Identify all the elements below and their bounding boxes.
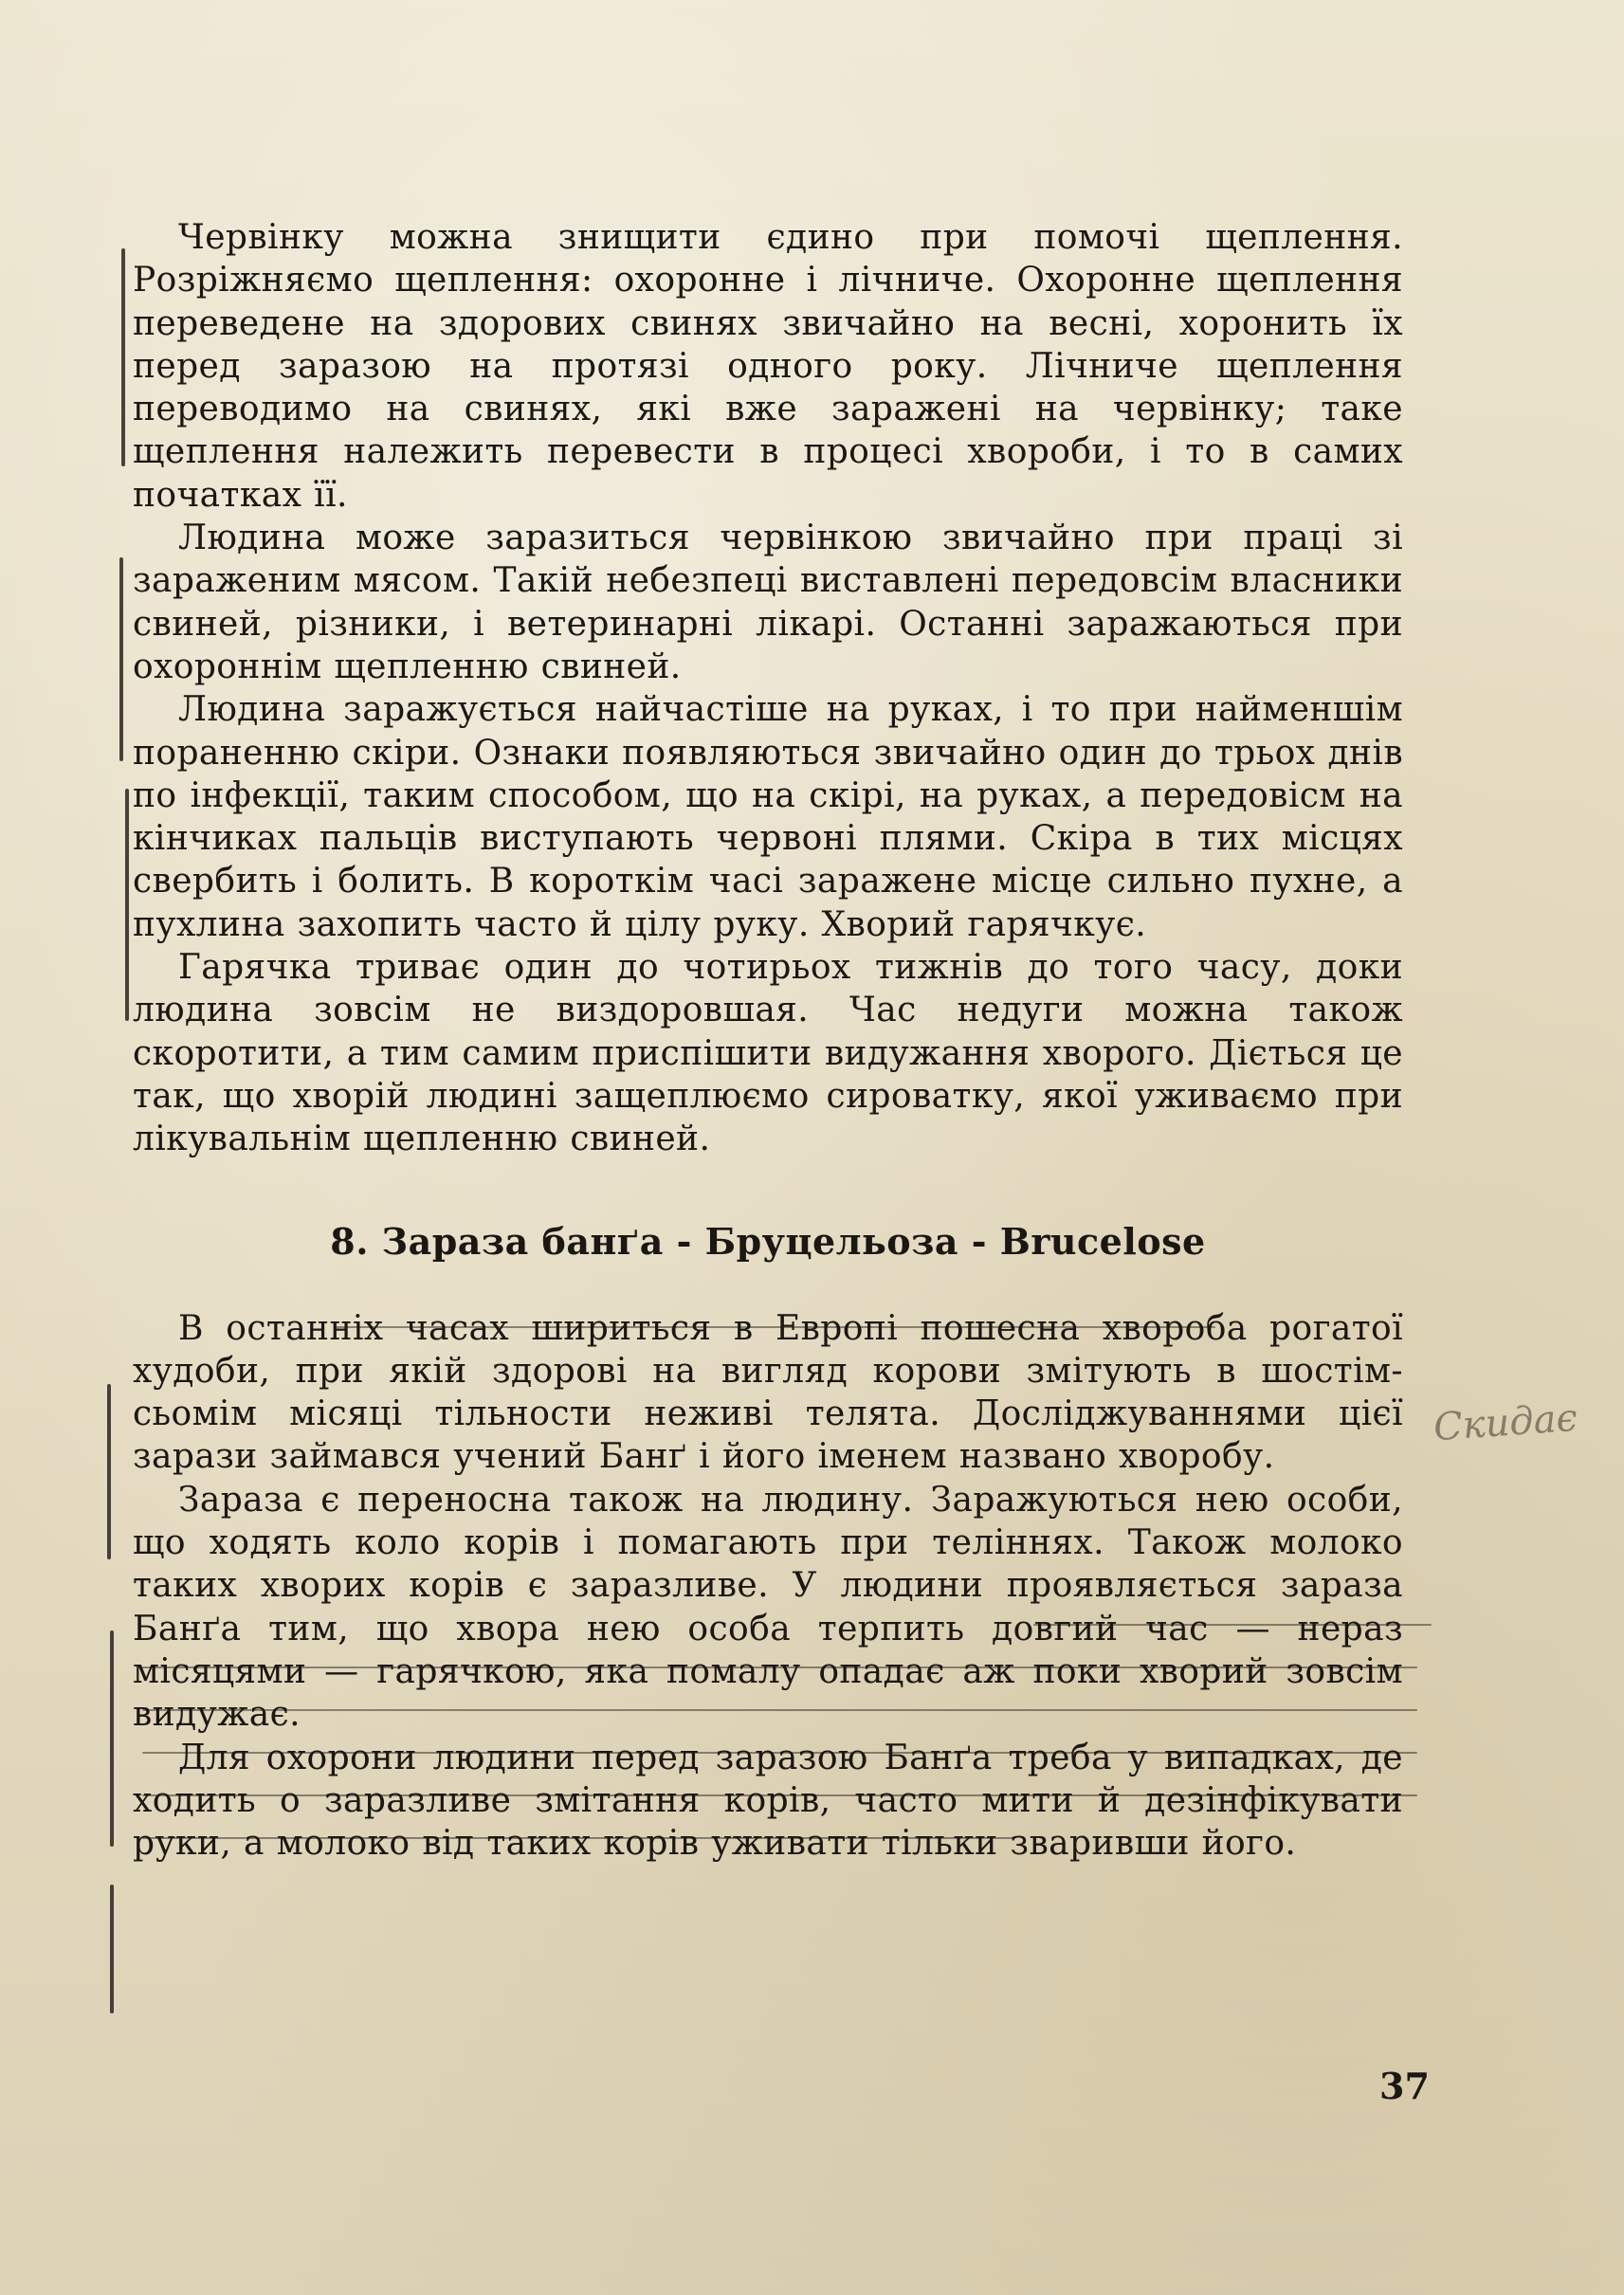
margin-note: Скидає: [1432, 1395, 1579, 1450]
section-heading: 8. Зараза банґа - Бруцельоза - Brucelose: [330, 1219, 1206, 1263]
paragraph-6: Зараза є переносна також на людину. Заражуються нею особи, що ходять коло корів і помагають при теліннях. Також молоко таких хворих корів є заразливе. У людини проявляється зараза Банґа тим, що хвора нею особа терпить довгий час — нераз місяцями — гарячкою, яка помалу опадає аж поки хворий зовсім видужає.: [133, 1480, 1403, 1735]
paragraph-7: Для охорони людини перед заразою Банґа треба у випадках, де ходить о заразливе змітання корів, часто мити й дезінфікувати руки, а молоко від таких корів уживати тільки зваривши його.: [133, 1738, 1403, 1864]
margin-bar-3: [125, 789, 129, 1021]
margin-bar-4: [107, 1384, 111, 1559]
paragraph-3: Людина заражується найчастіше на руках, і то при найменшім пораненню скіри. Ознаки появляються звичайно один до трьох днів по інфекції, таким способом, що на скірі, на руках, а передовісм на кінчиках пальців виступають червоні плями. Скіра в тих місцях свербить і болить. В короткім часі заражене місце сильно пухне, а пухлина захопить часто й цілу руку. Хворий гарячкує.: [133, 690, 1403, 944]
margin-bar-5: [110, 1630, 114, 1847]
paragraph-1: Червінку можна знищити єдино при помочі щеплення. Розріжняємо щеплення: охоронне і лічниче. Охоронне щеплення переведене на здорових свинях звичайно на весні, хоронить їх перед заразою на протязі одного року. Лічниче щеплення переводимо на свинях, які вже заражені на червінку; таке щеплення належить перевести в процесі хвороби, і то в самих початках її.: [133, 218, 1403, 515]
text-block: [133, 216, 1403, 1865]
paragraph-4: Гарячка триває один до чотирьох тижнів до того часу, доки людина зовсім не виздоровшая. Час недуги можна також скоротити, а тим самим приспішити видужання хворого. Діється це так, що хворій людині защеплюємо сироватку, якої уживаємо при лікувальнім щепленню свиней.: [133, 948, 1403, 1159]
page-number: 37: [1379, 2065, 1430, 2107]
margin-bar-6: [110, 1885, 114, 2013]
paragraph-5: В останніх часах шириться в Европі пошесна хвороба рогатої худоби, при якій здорові на вигляд корови змітують в шостім-сьомім місяці тільности неживі телята. Досліджуваннями цієї зарази займався учений Банґ і його іменем названо хворобу.: [133, 1308, 1403, 1477]
margin-bar-2: [119, 557, 123, 761]
paragraph-2: Людина може заразиться червінкою звичайно при праці зі зараженим мясом. Такій небезпеці виставлені передовсім власники свиней, різники, і ветеринарні лікарі. Останні заражаються при охороннім щепленню свиней.: [133, 519, 1403, 686]
margin-bar-1: [121, 248, 125, 466]
